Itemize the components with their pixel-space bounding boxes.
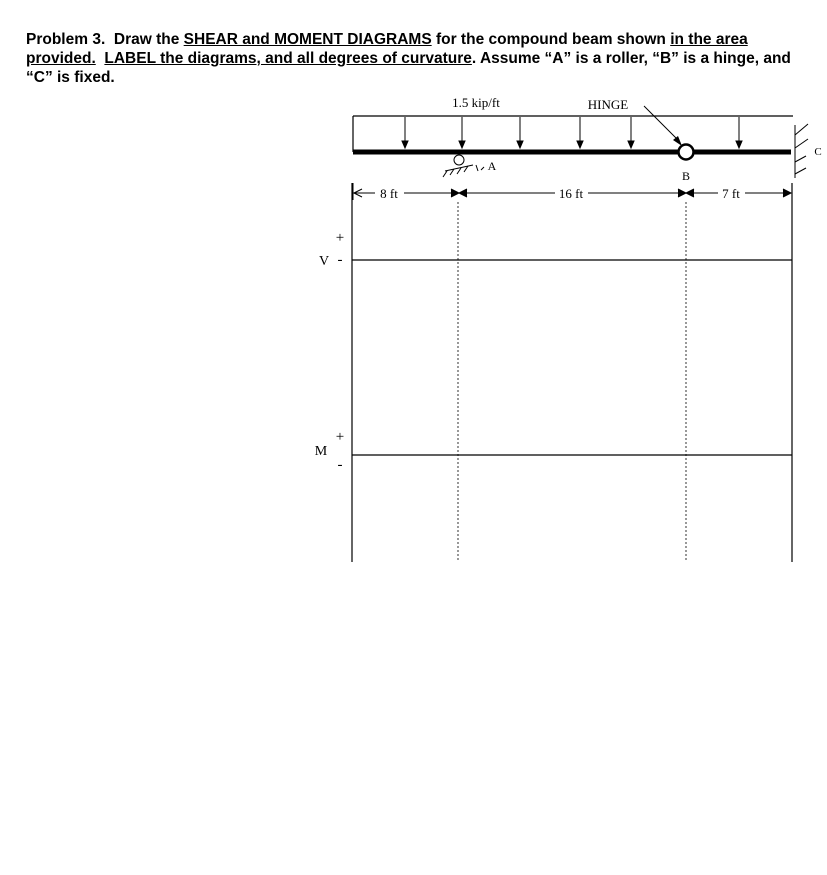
moment-label: M [314,444,328,459]
distributed-load [353,116,793,152]
moment-plus: + [335,429,345,445]
term-area-provided: in the area provided. [26,31,748,67]
term-label-diagrams: LABEL the diagrams, and all degrees of curvature [104,50,472,67]
support-c-label: C [814,146,822,158]
dim-right-span: 7 ft [722,186,740,201]
dim-left-overhang: 8 ft [380,186,398,201]
shear-label: V [318,254,330,269]
fixed-support-c-icon [795,124,808,178]
problem-lead: Draw the [113,31,180,48]
problem-number: Problem 3. [26,31,106,48]
hinge-b-label: B [681,169,691,183]
shear-minus: - [337,252,343,268]
hinge-b-icon [679,145,694,160]
support-a-label: A [487,159,497,173]
dim-mid-span: 16 ft [558,186,584,201]
roller-support-a-icon [443,155,484,177]
shear-plus: + [335,230,345,246]
moment-minus: - [337,457,343,473]
load-label: 1.5 kip/ft [452,95,500,110]
hinge-leader-arrow [644,106,682,146]
hinge-label: HINGE [587,97,629,112]
problem-mid: for the compound beam shown [435,31,666,48]
problem-tail: . Assume “A” is a roller, “B” is a hinge, and “C” is fixed. [26,50,791,86]
term-shear-moment: SHEAR and MOMENT DIAGRAMS [183,31,432,48]
